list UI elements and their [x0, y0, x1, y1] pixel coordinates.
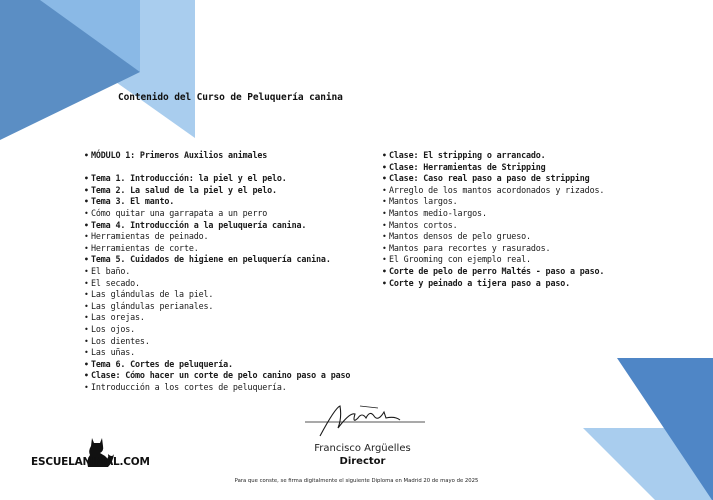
content-list-item: • Arreglo de los mantos acordonados y rizados.: [382, 185, 604, 197]
footer-statement: Para que conste, se firma digitalmente el siguiente Diploma en Madrid 20 de mayo de 2025: [234, 478, 479, 484]
content-list-item: • Mantos densos de pelo grueso.: [382, 231, 604, 243]
signature-icon: [300, 398, 430, 443]
content-list-item: • Tema 2. La salud de la piel y el pelo.: [84, 185, 350, 197]
content-list-item: • Los ojos.: [84, 324, 350, 336]
director-role: Director: [339, 456, 386, 467]
content-list-item: • Mantos medio-largos.: [382, 208, 604, 220]
content-list-item: • Corte de pelo de perro Maltés - paso a paso.: [382, 266, 604, 278]
content-list-item: • Tema 1. Introducción: la piel y el pelo.: [84, 173, 350, 185]
logo-text: ESCUELANIMAL.COM: [31, 456, 150, 468]
content-list-item: • MÓDULO 1: Primeros Auxilios animales: [84, 150, 350, 162]
director-name: Francisco Argüelles: [314, 443, 411, 454]
content-list-item: • Los dientes.: [84, 336, 350, 348]
content-list-item: • Herramientas de corte.: [84, 243, 350, 255]
content-list-item: • Herramientas de peinado.: [84, 231, 350, 243]
content-list-item: • Clase: Herramientas de Stripping: [382, 162, 604, 174]
content-list-item: • Mantos largos.: [382, 196, 604, 208]
content-list-item: • El baño.: [84, 266, 350, 278]
content-list-item: • Tema 3. El manto.: [84, 196, 350, 208]
content-list-item: • El secado.: [84, 278, 350, 290]
content-list-item: • Cómo quitar una garrapata a un perro: [84, 208, 350, 220]
content-list-item: • Mantos para recortes y rasurados.: [382, 243, 604, 255]
content-list-item: • El Grooming con ejemplo real.: [382, 254, 604, 266]
left-content-list: [84, 150, 350, 393]
right-content-list: [382, 150, 604, 289]
content-list-item: • Tema 6. Cortes de peluquería.: [84, 359, 350, 371]
document-title: Contenido del Curso de Peluquería canina: [118, 92, 343, 103]
content-list-item: • Clase: El stripping o arrancado.: [382, 150, 604, 162]
content-list-item: • Tema 4. Introducción a la peluquería canina.: [84, 220, 350, 232]
content-list-item: • Las orejas.: [84, 312, 350, 324]
content-list-item: • Las glándulas perianales.: [84, 301, 350, 313]
content-list-item: • Corte y peinado a tijera paso a paso.: [382, 278, 604, 290]
content-list-item: • Las glándulas de la piel.: [84, 289, 350, 301]
content-list-item: • Clase: Caso real paso a paso de stripping: [382, 173, 604, 185]
content-list-item: • Tema 5. Cuidados de higiene en peluquería canina.: [84, 254, 350, 266]
content-list-item: • Las uñas.: [84, 347, 350, 359]
content-list-item: • Introducción a los cortes de peluquería.: [84, 382, 350, 394]
content-list-item: • Mantos cortos.: [382, 220, 604, 232]
content-list-item: • Clase: Cómo hacer un corte de pelo canino paso a paso: [84, 370, 350, 382]
